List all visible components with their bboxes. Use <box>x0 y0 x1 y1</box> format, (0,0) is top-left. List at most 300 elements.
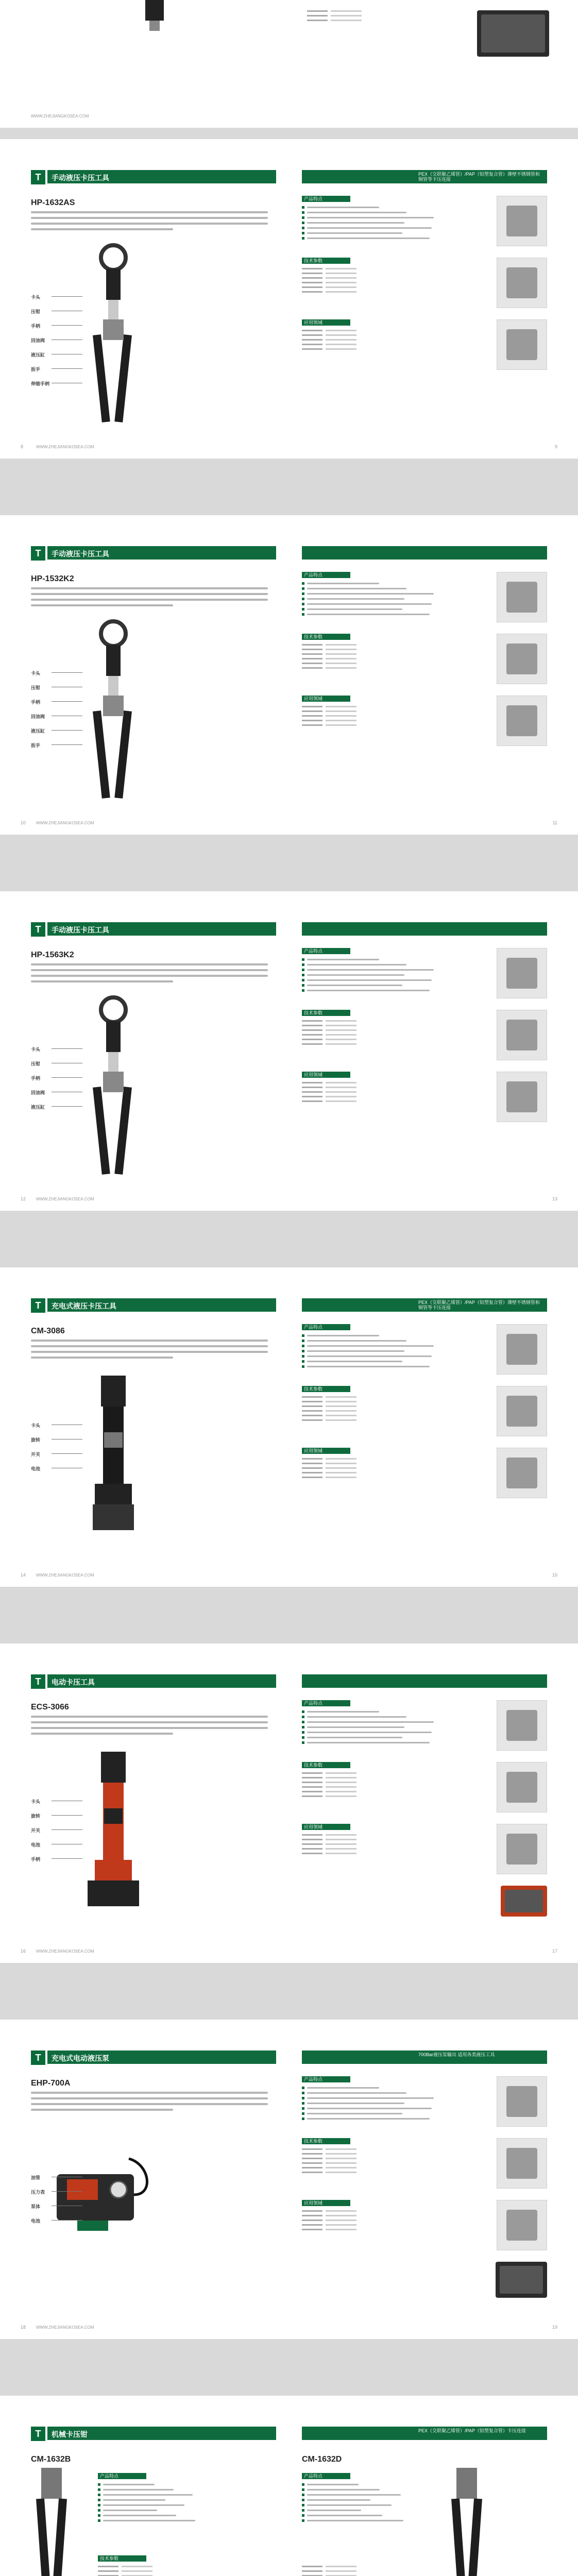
application-key <box>302 1839 322 1840</box>
application-row <box>302 330 415 331</box>
feature-bullet <box>302 2509 415 2512</box>
specs-table <box>302 1396 415 1424</box>
spec-row <box>302 667 415 669</box>
product-image <box>72 242 155 428</box>
spec-key <box>302 2172 322 2173</box>
feature-bullet <box>98 2519 201 2522</box>
spec-value <box>326 1034 356 1036</box>
feature-text <box>307 588 406 589</box>
application-value <box>326 1843 356 1845</box>
photo-content <box>506 2086 537 2117</box>
application-value <box>326 2229 356 2230</box>
applications-list <box>302 1834 415 1857</box>
feature-bullet <box>302 216 436 219</box>
callout-label: 卡头 <box>31 671 41 676</box>
callout-label: 压钳 <box>31 309 41 314</box>
callout-label: 手柄 <box>31 1076 41 1081</box>
feature-text <box>307 2489 380 2490</box>
callout-label: 电池 <box>31 1842 41 1848</box>
application-row <box>302 2219 415 2221</box>
application-photo <box>497 2138 547 2189</box>
application-value <box>326 2210 356 2212</box>
banner-title: 手动液压卡压工具 <box>52 550 109 558</box>
specs-heading: 技术参数 <box>302 1386 350 1392</box>
feature-bullet <box>302 587 436 590</box>
bullet-dot <box>302 211 304 214</box>
feature-text <box>307 2087 379 2089</box>
spec-value <box>326 1020 356 1022</box>
spec-key <box>302 2167 322 2168</box>
spec-key <box>302 658 322 659</box>
right-page <box>302 2396 578 2576</box>
callout-line <box>52 1077 82 1078</box>
callout-line <box>52 1858 82 1859</box>
spec-row <box>302 1410 415 1412</box>
bullet-dot <box>302 2097 304 2099</box>
feature-text <box>307 1350 404 1352</box>
application-value <box>326 2215 356 2216</box>
page-number: 11 <box>552 820 557 825</box>
brand-logo: T <box>31 546 45 561</box>
callout-label: 开关 <box>31 1828 41 1833</box>
callout-line <box>52 672 82 673</box>
specs-heading: 技术参数 <box>302 1010 350 1016</box>
section-banner <box>47 1298 276 1312</box>
callout-line <box>52 325 82 326</box>
callout-line <box>52 1453 82 1454</box>
specs-heading: 技术参数 <box>302 258 350 264</box>
feature-text <box>307 2113 402 2114</box>
application-value <box>326 348 356 350</box>
bullet-dot <box>302 237 304 240</box>
feature-text <box>307 217 434 218</box>
application-value <box>326 330 356 331</box>
spec-key <box>302 273 322 274</box>
bullet-dot <box>302 587 304 590</box>
spec-value <box>326 2566 356 2567</box>
spec-key <box>302 1043 322 1045</box>
application-value <box>326 715 356 717</box>
feature-text <box>307 2499 370 2501</box>
spec-value <box>326 2153 356 2155</box>
bullet-dot <box>302 222 304 224</box>
spec-row <box>302 2162 415 2164</box>
catalog-spread <box>0 2396 578 2576</box>
catalog-spreads <box>0 139 578 2576</box>
bullet-dot <box>302 1360 304 1363</box>
intro-paragraph <box>31 1340 268 1360</box>
application-key <box>302 710 322 712</box>
bullet-dot <box>302 2504 304 2506</box>
feature-text <box>307 2515 382 2516</box>
feature-text <box>307 238 430 239</box>
application-row <box>302 1839 415 1840</box>
spec-row <box>302 1020 415 1022</box>
feature-bullet <box>302 2499 415 2501</box>
spec-value <box>326 1791 356 1792</box>
bullet-dot <box>302 598 304 600</box>
application-value <box>326 1082 356 1083</box>
features-heading: 产品特点 <box>302 2076 350 2082</box>
banner-title: 充电式液压卡压工具 <box>52 1302 116 1310</box>
feature-text <box>307 990 430 991</box>
bullet-dot <box>98 2494 100 2496</box>
spec-key <box>302 286 322 288</box>
product-image <box>72 1747 155 1932</box>
spec-key <box>302 1410 322 1412</box>
photo-content <box>506 1458 537 1488</box>
feature-bullet <box>98 2499 201 2501</box>
callout-line <box>52 368 82 369</box>
feature-bullet <box>302 2494 415 2496</box>
spec-row <box>302 2148 415 2150</box>
spec-value <box>326 653 356 655</box>
features-heading: 产品特点 <box>302 1700 350 1706</box>
callout-label: 液压缸 <box>31 728 45 734</box>
spec-key <box>302 1419 322 1421</box>
photo-content <box>506 1081 537 1112</box>
spec-value <box>326 1401 356 1402</box>
spec-key <box>302 1415 322 1416</box>
bullet-dot <box>98 2514 100 2517</box>
feature-text <box>307 1716 406 1718</box>
application-key <box>302 1853 322 1854</box>
bullet-dot <box>302 1334 304 1337</box>
feature-text <box>307 2494 401 2496</box>
spec-row <box>302 1772 415 1774</box>
spec-row <box>302 1419 415 1421</box>
photo-content <box>506 329 537 360</box>
bullet-dot <box>302 216 304 219</box>
bullet-dot <box>302 1365 304 1368</box>
feature-text <box>307 212 406 213</box>
application-key <box>302 1082 322 1083</box>
right-page <box>302 1643 578 1963</box>
application-key <box>302 2210 322 2212</box>
spec-value <box>326 1786 356 1788</box>
page-number: 9 <box>554 444 557 449</box>
spec-row <box>98 2566 211 2567</box>
application-key <box>302 715 322 717</box>
feature-list <box>302 582 436 618</box>
application-value <box>326 344 356 345</box>
callout-label: 旋转 <box>31 1814 41 1819</box>
spec-row <box>302 268 415 269</box>
feature-text <box>307 985 402 986</box>
banner-title: 手动液压卡压工具 <box>52 174 109 182</box>
spec-key <box>302 2570 322 2572</box>
footer-text: WWW.ZHEJIANGKOSEA.COM <box>36 2325 94 2330</box>
applications-heading: 应用领域 <box>302 319 350 326</box>
banner-title: 手动液压卡压工具 <box>52 926 109 934</box>
left-page <box>0 2020 276 2339</box>
feature-bullet <box>302 989 436 992</box>
footer-text: WWW.ZHEJIANGKOSEA.COM <box>36 1573 94 1578</box>
banner-tagline: PEX（交联聚乙烯管）/PAP（铝塑复合管）薄壁不锈钢管和铜管等卡压连接 <box>418 172 540 182</box>
spec-key <box>302 649 322 650</box>
spec-row <box>98 2570 211 2572</box>
application-row <box>302 720 415 721</box>
spec-value <box>122 2570 152 2572</box>
spec-row <box>302 658 415 659</box>
feature-text <box>307 227 432 229</box>
application-value <box>326 1472 356 1473</box>
specs-table <box>302 268 415 296</box>
feature-list <box>302 2483 415 2524</box>
intro-paragraph <box>31 211 268 232</box>
spec-value <box>326 1415 356 1416</box>
feature-bullet <box>302 227 436 229</box>
spec-value <box>326 1795 356 1797</box>
photo-content <box>506 958 537 989</box>
right-page <box>302 515 578 835</box>
feature-text <box>307 1355 432 1357</box>
spec-value <box>122 2566 152 2567</box>
bullet-dot <box>302 232 304 234</box>
spec-row <box>302 2153 415 2155</box>
photo-content <box>506 2148 537 2179</box>
section-banner <box>302 170 547 183</box>
applications-heading: 应用领域 <box>302 696 350 702</box>
bullet-dot <box>302 1721 304 1723</box>
application-value <box>326 710 356 712</box>
application-photo <box>497 696 547 746</box>
bullet-dot <box>302 608 304 611</box>
footer-text: WWW.ZHEJIANGKOSEA.COM <box>36 1949 94 1954</box>
spec-key <box>302 1795 322 1797</box>
callout-label: 压钳 <box>31 1061 41 1066</box>
specs-table <box>302 2148 415 2176</box>
spec-value <box>326 1410 356 1412</box>
spec-value <box>326 667 356 669</box>
application-photo <box>497 1824 547 1874</box>
callout-label: 手柄 <box>31 700 41 705</box>
feature-text <box>103 2484 155 2485</box>
page-number: 19 <box>552 2325 557 2330</box>
features-heading: 产品特点 <box>302 196 350 202</box>
feature-bullet <box>302 2519 415 2522</box>
spec-key <box>302 1772 322 1774</box>
feature-bullet <box>302 1340 436 1342</box>
photo-content <box>506 1834 537 1865</box>
feature-text <box>307 232 402 234</box>
section-banner <box>302 1674 547 1688</box>
spec-value <box>326 1043 356 1045</box>
application-row <box>302 710 415 712</box>
feature-bullet <box>302 2112 436 2115</box>
feature-list <box>302 2087 436 2123</box>
feature-text <box>307 2484 359 2485</box>
spec-row <box>302 2566 415 2567</box>
feature-list <box>302 958 436 994</box>
spec-key <box>98 2566 118 2567</box>
spec-key <box>302 1039 322 1040</box>
catalog-spread <box>0 891 578 1211</box>
photo-content <box>506 2210 537 2241</box>
spec-value <box>326 277 356 279</box>
feature-bullet <box>302 1360 436 1363</box>
spec-row <box>302 2570 415 2572</box>
bullet-dot <box>302 1355 304 1358</box>
photo-content <box>506 643 537 674</box>
feature-text <box>307 964 406 965</box>
intro-paragraph <box>31 587 268 608</box>
section-banner <box>47 170 276 183</box>
feature-text <box>307 1361 402 1362</box>
bullet-dot <box>302 2087 304 2089</box>
callout-label: 扳手 <box>31 367 41 372</box>
feature-text <box>307 603 432 605</box>
brand-logo: T <box>31 2427 45 2441</box>
features-heading: 产品特点 <box>302 2473 350 2479</box>
bullet-dot <box>302 2483 304 2486</box>
bullet-dot <box>98 2504 100 2506</box>
specs-table <box>302 1020 415 1048</box>
spec-value <box>326 1025 356 1026</box>
spec-row <box>302 291 415 293</box>
bullet-dot <box>302 2494 304 2496</box>
catalog-spread <box>0 1643 578 1963</box>
callout-label: 压力表 <box>31 2190 45 2195</box>
spec-row <box>302 1786 415 1788</box>
product-model: EHP-700A <box>31 2079 71 2088</box>
spec-row <box>302 1405 415 1407</box>
callout-label: 电池 <box>31 1466 41 1471</box>
applications-heading: 应用领域 <box>302 1448 350 1454</box>
spec-key <box>302 644 322 646</box>
spec-key <box>302 1034 322 1036</box>
spec-value <box>326 644 356 646</box>
specs-partial <box>307 10 420 24</box>
callout-label: 手柄 <box>31 1857 41 1862</box>
top-partial-spread <box>0 0 578 128</box>
feature-bullet <box>302 963 436 966</box>
application-photo <box>497 1700 547 1751</box>
application-row <box>302 1853 415 1854</box>
photo-content <box>506 1334 537 1365</box>
application-key <box>302 348 322 350</box>
section-banner <box>302 922 547 936</box>
banner-tagline: PEX（交联聚乙烯管）/PAP（铝塑复合管）卡压连接 <box>418 2428 526 2433</box>
application-value <box>326 1458 356 1460</box>
feature-bullet <box>302 211 436 214</box>
photo-content <box>506 267 537 298</box>
left-page <box>0 2396 276 2576</box>
feature-bullet <box>302 608 436 611</box>
callout-label: 回油阀 <box>31 1090 45 1095</box>
application-value <box>326 2224 356 2226</box>
case-inner <box>500 2266 543 2294</box>
bullet-dot <box>302 1340 304 1342</box>
spec-key <box>302 1396 322 1398</box>
application-value <box>326 1839 356 1840</box>
intro-paragraph <box>31 2092 268 2112</box>
application-row <box>302 1467 415 1469</box>
application-value <box>326 1834 356 1836</box>
page-number: 14 <box>21 1572 26 1578</box>
feature-bullet <box>302 1721 436 1723</box>
photo-content <box>506 582 537 613</box>
application-photo <box>497 2200 547 2250</box>
spec-value <box>326 282 356 283</box>
feature-bullet <box>302 969 436 971</box>
left-page <box>0 891 276 1211</box>
feature-bullet <box>302 598 436 600</box>
feature-text <box>307 1340 406 1342</box>
features-heading: 产品特点 <box>302 1324 350 1330</box>
feature-text <box>307 1742 430 1743</box>
spec-value <box>326 286 356 288</box>
spec-key <box>302 1777 322 1778</box>
bullet-dot <box>302 2092 304 2094</box>
application-row <box>302 706 415 707</box>
product-image <box>436 2463 498 2576</box>
spec-key <box>302 291 322 293</box>
case-inner <box>505 1890 543 1912</box>
feature-bullet <box>302 1334 436 1337</box>
spec-value <box>326 2148 356 2150</box>
spec-value <box>326 658 356 659</box>
section-banner <box>302 546 547 560</box>
photo-content <box>506 206 537 236</box>
spec-value <box>326 649 356 650</box>
bullet-dot <box>302 963 304 966</box>
application-row <box>302 2210 415 2212</box>
spec-row <box>302 1043 415 1045</box>
bullet-dot <box>302 1345 304 1347</box>
feature-bullet <box>302 1345 436 1347</box>
spec-key <box>302 282 322 283</box>
feature-text <box>307 2097 434 2099</box>
feature-bullet <box>302 603 436 605</box>
spec-row <box>302 1791 415 1792</box>
bullet-dot <box>302 2509 304 2512</box>
bullet-dot <box>302 1731 304 1734</box>
spec-row <box>302 1039 415 1040</box>
product-image <box>72 994 155 1180</box>
feature-bullet <box>302 1741 436 1744</box>
application-key <box>302 1472 322 1473</box>
page-number: 13 <box>552 1196 557 1201</box>
spec-value <box>326 1772 356 1774</box>
section-banner <box>47 2050 276 2064</box>
application-row <box>302 334 415 336</box>
application-key <box>302 720 322 721</box>
application-key <box>302 1848 322 1850</box>
spec-row <box>302 2172 415 2173</box>
bullet-dot <box>302 2519 304 2522</box>
spec-row <box>302 1415 415 1416</box>
brand-logo: T <box>31 1674 45 1689</box>
page-number: 15 <box>552 1572 557 1578</box>
spec-key <box>302 667 322 669</box>
spec-key <box>302 663 322 664</box>
callout-label: 旋转 <box>31 1437 41 1443</box>
spec-value <box>326 1419 356 1421</box>
spec-row <box>302 273 415 274</box>
application-row <box>302 2215 415 2216</box>
callout-label: 油管 <box>31 2175 41 2180</box>
spec-key <box>302 1029 322 1031</box>
specs-table <box>302 2566 415 2576</box>
application-key <box>302 706 322 707</box>
bullet-dot <box>302 974 304 976</box>
bullet-dot <box>302 206 304 209</box>
feature-bullet <box>302 1355 436 1358</box>
callout-label: 液压缸 <box>31 1105 45 1110</box>
bullet-dot <box>302 2102 304 2105</box>
application-row <box>302 1091 415 1093</box>
